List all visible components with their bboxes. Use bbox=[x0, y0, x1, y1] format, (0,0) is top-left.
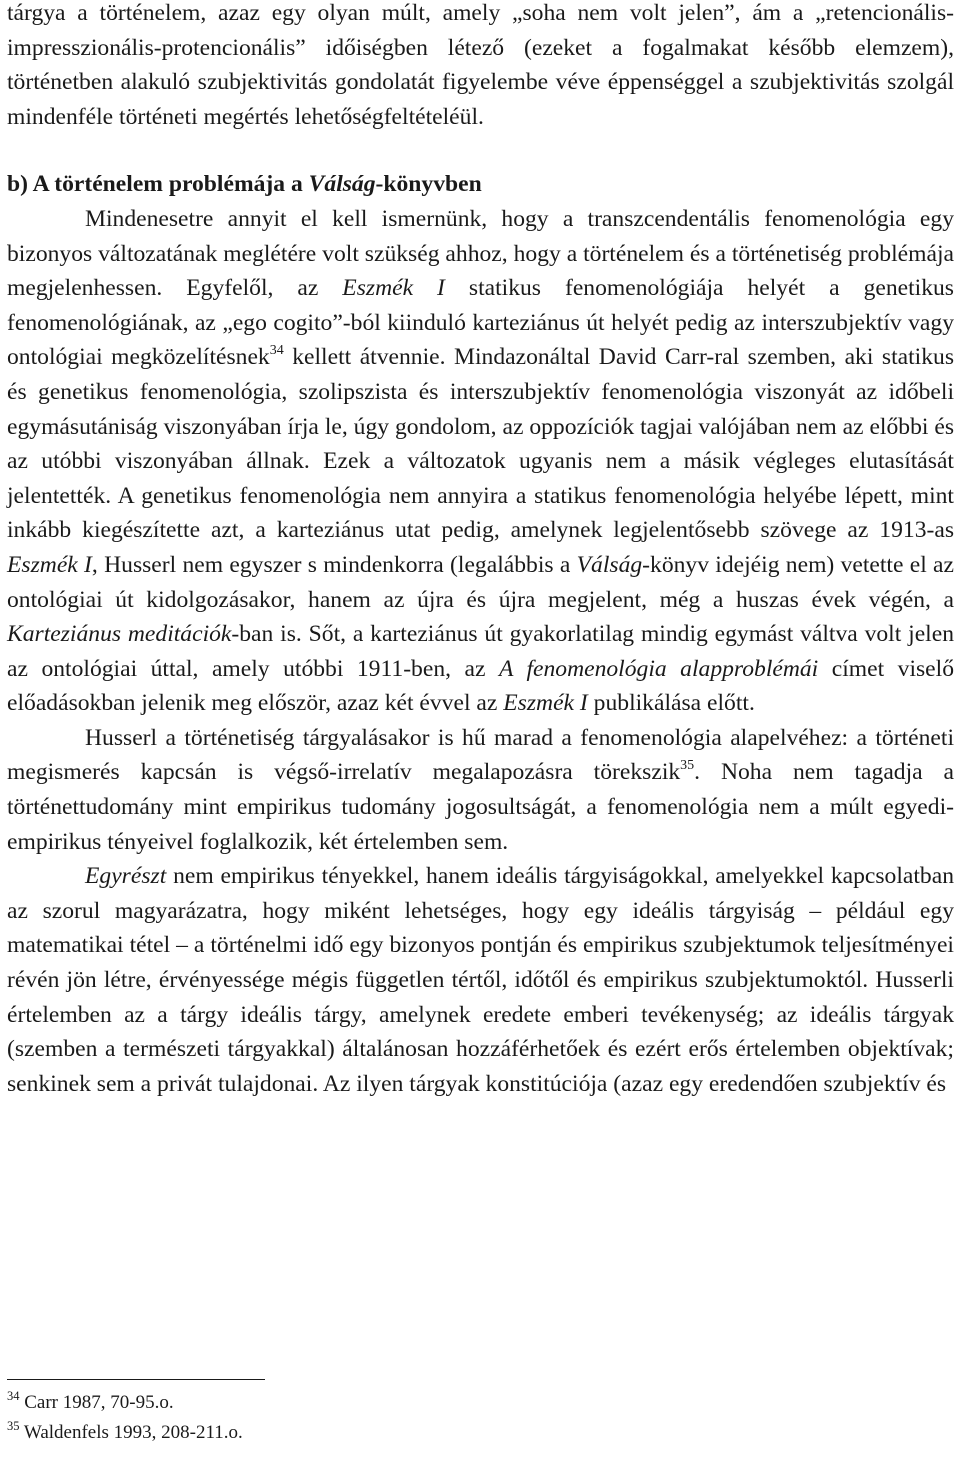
paragraph-text: , Husserl nem egyszer s mindenkorra (legalábbis a bbox=[91, 551, 577, 578]
paragraph-text: nem empirikus tényekkel, hanem ideális tárgyiságokkal, amelyekkel kapcsolatban az szorul magyarázatra, hogy miként lehetséges, hogy egy ideális tárgyiság – például egy matematikai tétel – a történelmi idő egy bizonyos pontján és empirikus szubjektumok teljesítményei révén jön létre, érvényessége mégis független tértől, időtől és empirikus szubjektumoktól. Husserli értelemben az a tárgy ideális tárgy, amelynek eredete emberi tevékenység; az ideális tárgyak (szemben a természeti tárgyakkal) általánosan hozzáférhetőek és ezért erős értelemben objektívak; senkinek sem a privát tulajdonai. Az ilyen tárgyak konstitúciója (azaz egy eredendően szubjektív és bbox=[7, 863, 954, 1097]
section-heading bbox=[7, 167, 954, 202]
italic-title: A fenomenológia alapproblémái bbox=[498, 655, 819, 682]
italic-title: Eszmék I bbox=[342, 275, 445, 302]
footnote-text: Carr 1987, 70-95.o. bbox=[19, 1392, 174, 1413]
footnote-number: 35 bbox=[7, 1419, 20, 1433]
section-heading-italic: Válság bbox=[308, 171, 376, 198]
italic-title: Eszmék I bbox=[503, 690, 588, 717]
paragraph-text: kellett átvennie. Mindazonáltal David Carr-ral szemben, aki statikus és genetikus fenomenológia, szolipszista és interszubjektív fenomenológia viszonyát az időbeli egymásutániság viszonyában írja le, úgy gondolom, az oppozíciók tagjai valójában nem az előbbi és az utóbbi viszonyában állnak. Ezek a változatok ugyanis nem a másik végleges elutasítását jelentették. A genetikus fenomenológia nem annyira a statikus fenomenológia helyébe lépett, mint inkább kiegészítette azt, a karteziánus utat pedig, amelynek legjelentősebb szövege az 1913-as bbox=[7, 344, 955, 544]
footnote-text: Waldenfels 1993, 208-211.o. bbox=[19, 1422, 243, 1443]
paragraph-text: -ban is. Sőt, a karteziánus út gyakorlatilag mindig egymást váltva volt jelen az ontológiai úttal, amely utóbbi 1911-ben, az bbox=[7, 621, 954, 682]
footnote-number: 34 bbox=[7, 1389, 20, 1403]
italic-title: Eszmék I bbox=[7, 551, 92, 578]
paragraph-text: -könyv idejéig nem) vetette el az ontológiai út kidolgozásakor, hanem az újra és újra megjelent, még a huszas évek végén, a bbox=[7, 551, 954, 613]
italic-title: Karteziánus meditációk bbox=[7, 621, 232, 648]
footnotes bbox=[7, 1388, 243, 1448]
paragraph-text: publikálása előtt. bbox=[587, 690, 755, 717]
paragraph-text: Husserl a történetiség tárgyalásakor is hű marad a fenomenológia alapelvéhez: a történeti megismerés kapcsán is végső-irrelatív megalapozásra törekszik bbox=[7, 724, 954, 786]
intro-paragraph bbox=[7, 0, 954, 134]
section-heading-prefix: b) A történelem problémája a bbox=[7, 171, 309, 198]
body-paragraph-3 bbox=[7, 859, 954, 1101]
footnote-ref-35[interactable]: 35 bbox=[680, 758, 695, 774]
footnote-34 bbox=[7, 1388, 243, 1418]
paragraph-text: statikus fenomenológiája helyét a genetikus fenomenológiának, az „ego cogito”-ból kiinduló karteziánus út helyét pedig az interszubjektív vagy ontológiai megközelítésnek bbox=[7, 275, 954, 371]
intro-paragraph-text: tárgya a történelem, azaz egy olyan múlt, amely „soha nem volt jelen”, ám a „retencionális-impresszionális-protencionális” időiségben létező (ezeket a fogalmakat később elemzem), történetben alakuló szubjektivitás gondolatát figyelembe véve éppenséggel a szubjektivitás szolgál mindenféle történeti megértés lehetőségfeltételéül. bbox=[7, 0, 954, 130]
footnote-ref-34[interactable]: 34 bbox=[269, 343, 284, 359]
paragraph-text: címet viselő előadásokban jelenik meg először, azaz két évvel az bbox=[7, 655, 955, 717]
document-page bbox=[7, 0, 954, 1101]
section-heading-suffix: -könyvben bbox=[375, 171, 482, 198]
footnote-separator bbox=[7, 1379, 265, 1380]
italic-title: Válság bbox=[576, 551, 643, 578]
italic-emphasis: Egyrészt bbox=[85, 863, 167, 890]
body-paragraph-2 bbox=[7, 721, 954, 859]
paragraph-text: Mindenesetre annyit el kell ismernünk, hogy a transzcendentális fenomenológia egy bizonyos változatának meglétére volt szükség ahhoz, hogy a történelem és a történetiség problémája megjelenhessen. Egyfelől, az bbox=[7, 205, 954, 302]
footnote-35 bbox=[7, 1418, 243, 1448]
body-paragraph-1 bbox=[7, 202, 954, 721]
paragraph-text: . Noha nem tagadja a történettudomány mint empirikus tudomány jogosultságát, a fenomenológia nem a múlt egyedi-empirikus tényeivel foglalkozik, két értelemben sem. bbox=[7, 759, 955, 855]
